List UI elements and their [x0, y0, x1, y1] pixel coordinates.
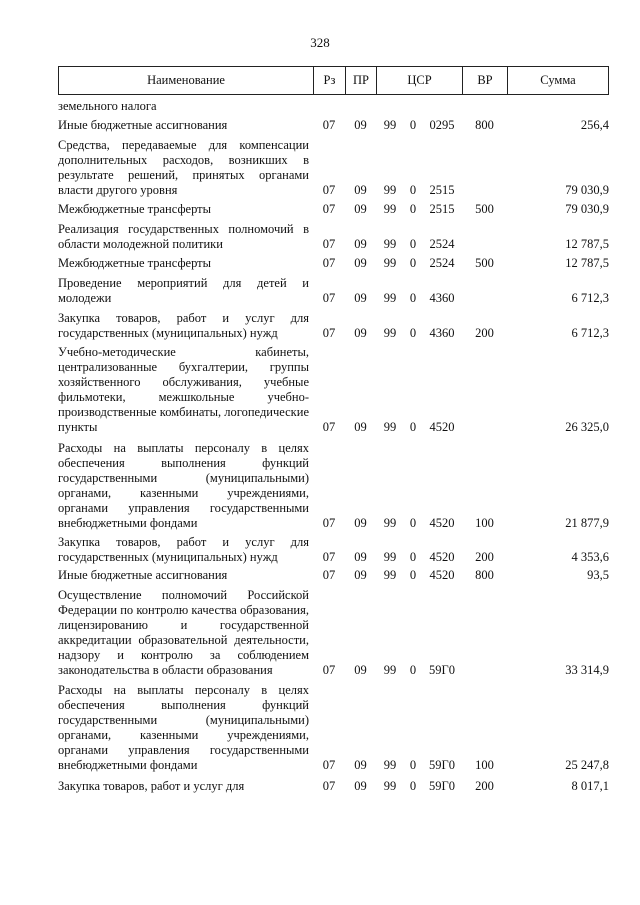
cell-rz: 07	[322, 516, 336, 530]
cell-pr: 09	[354, 256, 367, 270]
cell-csr-program: 99	[383, 326, 397, 340]
cell-name: земельного налога	[58, 99, 157, 113]
cell-csr-code: 4520	[429, 516, 455, 530]
table-row	[58, 256, 609, 271]
table-body	[58, 99, 609, 794]
cell-vr: 500	[475, 202, 494, 216]
cell-csr-code: 4520	[429, 420, 455, 434]
table-row	[58, 535, 609, 565]
table-row	[58, 118, 609, 133]
header-rz: Рз	[314, 67, 346, 94]
cell-pr: 09	[354, 516, 367, 530]
cell-pr: 09	[354, 183, 367, 197]
cell-csr-subprogram: 0	[409, 516, 417, 530]
cell-csr-program: 99	[383, 256, 397, 270]
cell-name: Закупка товаров, работ и услуг для	[58, 779, 245, 793]
cell-sum: 4 353,6	[571, 550, 609, 564]
cell-pr: 09	[354, 663, 367, 677]
header-vr: ВР	[463, 67, 508, 94]
cell-name: Межбюджетные трансферты	[58, 256, 212, 270]
table-row	[58, 202, 609, 217]
cell-csr-program: 99	[383, 291, 397, 305]
cell-pr: 09	[354, 779, 367, 793]
cell-pr: 09	[354, 758, 367, 772]
cell-csr-subprogram: 0	[409, 256, 417, 270]
cell-csr-code: 59Г0	[429, 758, 455, 772]
cell-name: Осуществление полномочий Российской Федерации по контролю качества образования, лицензированию и государственной аккредитации образовательной деятельности, надзору и контролю за соблюдением законодательства в области образования	[58, 588, 309, 677]
cell-name: Расходы на выплаты персоналу в целях обеспечения выполнения функций государственными (муниципальными) органами, казенными учреждениями, органами управления государственными внебюджетными фондами	[58, 683, 309, 772]
cell-name: Закупка товаров, работ и услуг для государственных (муниципальных) нужд	[58, 535, 309, 564]
cell-vr: 100	[475, 758, 494, 772]
cell-csr-code: 4520	[429, 568, 455, 582]
cell-rz: 07	[322, 420, 336, 434]
cell-name: Средства, передаваемые для компенсации дополнительных расходов, возникших в результате решений, принятых органами власти другого уровня	[58, 138, 309, 197]
cell-vr: 500	[475, 256, 494, 270]
cell-csr-program: 99	[383, 663, 397, 677]
cell-pr: 09	[354, 420, 367, 434]
cell-name: Учебно-методические кабинеты, централизованные бухгалтерии, группы хозяйственного обслуживания, учебные фильмотеки, межшкольные учебно-производственные комбинаты, логопедические пункты	[58, 345, 309, 434]
cell-csr-subprogram: 0	[409, 779, 417, 793]
header-pr: ПР	[346, 67, 377, 94]
cell-sum: 12 787,5	[565, 256, 609, 270]
cell-pr: 09	[354, 550, 367, 564]
cell-csr-subprogram: 0	[409, 758, 417, 772]
cell-csr-program: 99	[383, 183, 397, 197]
cell-rz: 07	[322, 237, 336, 251]
cell-name: Иные бюджетные ассигнования	[58, 568, 228, 582]
page-number: 328	[310, 35, 330, 50]
cell-csr-program: 99	[383, 420, 397, 434]
cell-vr: 200	[475, 326, 494, 340]
cell-csr-program: 99	[383, 202, 397, 216]
cell-sum: 79 030,9	[565, 202, 609, 216]
cell-sum: 6 712,3	[571, 291, 609, 305]
cell-sum: 6 712,3	[571, 326, 609, 340]
cell-csr-program: 99	[383, 118, 397, 132]
budget-table	[58, 66, 609, 794]
cell-csr-code: 4360	[429, 326, 455, 340]
cell-csr-program: 99	[383, 779, 397, 793]
cell-rz: 07	[322, 256, 336, 270]
table-row	[58, 441, 609, 531]
cell-csr-subprogram: 0	[409, 183, 417, 197]
cell-vr: 800	[475, 568, 494, 582]
cell-csr-code: 59Г0	[429, 779, 455, 793]
cell-csr-subprogram: 0	[409, 118, 417, 132]
header-name: Наименование	[59, 67, 314, 94]
cell-rz: 07	[322, 779, 336, 793]
cell-rz: 07	[322, 568, 336, 582]
cell-csr-subprogram: 0	[409, 663, 417, 677]
table-row	[58, 588, 609, 678]
table-row	[58, 568, 609, 583]
cell-rz: 07	[322, 550, 336, 564]
cell-name: Закупка товаров, работ и услуг для государственных (муниципальных) нужд	[58, 311, 309, 340]
cell-name: Реализация государственных полномочий в области молодежной политики	[58, 222, 309, 251]
cell-sum: 8 017,1	[571, 779, 609, 793]
cell-rz: 07	[322, 202, 336, 216]
cell-sum: 26 325,0	[565, 420, 609, 434]
cell-csr-code: 2515	[429, 202, 455, 216]
cell-vr: 100	[475, 516, 494, 530]
cell-rz: 07	[322, 291, 336, 305]
cell-csr-code: 59Г0	[429, 663, 455, 677]
cell-vr: 200	[475, 550, 494, 564]
cell-pr: 09	[354, 118, 367, 132]
cell-name: Межбюджетные трансферты	[58, 202, 212, 216]
cell-pr: 09	[354, 291, 367, 305]
table-row	[58, 345, 609, 435]
table-row	[58, 99, 609, 114]
cell-csr-code: 4360	[429, 291, 455, 305]
cell-csr-subprogram: 0	[409, 291, 417, 305]
cell-csr-program: 99	[383, 758, 397, 772]
cell-csr-subprogram: 0	[409, 568, 417, 582]
cell-rz: 07	[322, 758, 336, 772]
cell-pr: 09	[354, 326, 367, 340]
cell-rz: 07	[322, 326, 336, 340]
cell-pr: 09	[354, 568, 367, 582]
cell-csr-code: 4520	[429, 550, 455, 564]
cell-csr-subprogram: 0	[409, 237, 417, 251]
cell-sum: 79 030,9	[565, 183, 609, 197]
table-row	[58, 779, 609, 794]
cell-sum: 256,4	[580, 118, 609, 132]
cell-sum: 25 247,8	[565, 758, 609, 772]
cell-csr-subprogram: 0	[409, 202, 417, 216]
cell-csr-code: 2524	[429, 237, 455, 251]
table-row	[58, 222, 609, 252]
table-row	[58, 311, 609, 341]
cell-sum: 21 877,9	[565, 516, 609, 530]
cell-sum: 93,5	[587, 568, 609, 582]
cell-csr-subprogram: 0	[409, 550, 417, 564]
table-row	[58, 683, 609, 773]
cell-rz: 07	[322, 663, 336, 677]
cell-csr-program: 99	[383, 237, 397, 251]
cell-csr-subprogram: 0	[409, 420, 417, 434]
cell-name: Иные бюджетные ассигнования	[58, 118, 228, 132]
cell-name: Расходы на выплаты персоналу в целях обеспечения выполнения функций государственными (муниципальными) органами, казенными учреждениями, органами управления государственными внебюджетными фондами	[58, 441, 309, 530]
cell-csr-program: 99	[383, 550, 397, 564]
cell-csr-code: 2524	[429, 256, 455, 270]
cell-csr-program: 99	[383, 568, 397, 582]
cell-csr-code: 0295	[429, 118, 455, 132]
cell-vr: 800	[475, 118, 494, 132]
cell-pr: 09	[354, 237, 367, 251]
cell-rz: 07	[322, 183, 336, 197]
table-header	[58, 66, 609, 95]
header-sum: Сумма	[540, 73, 576, 87]
cell-sum: 33 314,9	[565, 663, 609, 677]
cell-csr-code: 2515	[429, 183, 455, 197]
table-row	[58, 276, 609, 306]
cell-csr-program: 99	[383, 516, 397, 530]
header-csr: ЦСР	[377, 67, 463, 94]
cell-name: Проведение мероприятий для детей и молодежи	[58, 276, 309, 305]
cell-rz: 07	[322, 118, 336, 132]
cell-csr-subprogram: 0	[409, 326, 417, 340]
cell-vr: 200	[475, 779, 494, 793]
cell-pr: 09	[354, 202, 367, 216]
table-row	[58, 138, 609, 198]
cell-sum: 12 787,5	[565, 237, 609, 251]
